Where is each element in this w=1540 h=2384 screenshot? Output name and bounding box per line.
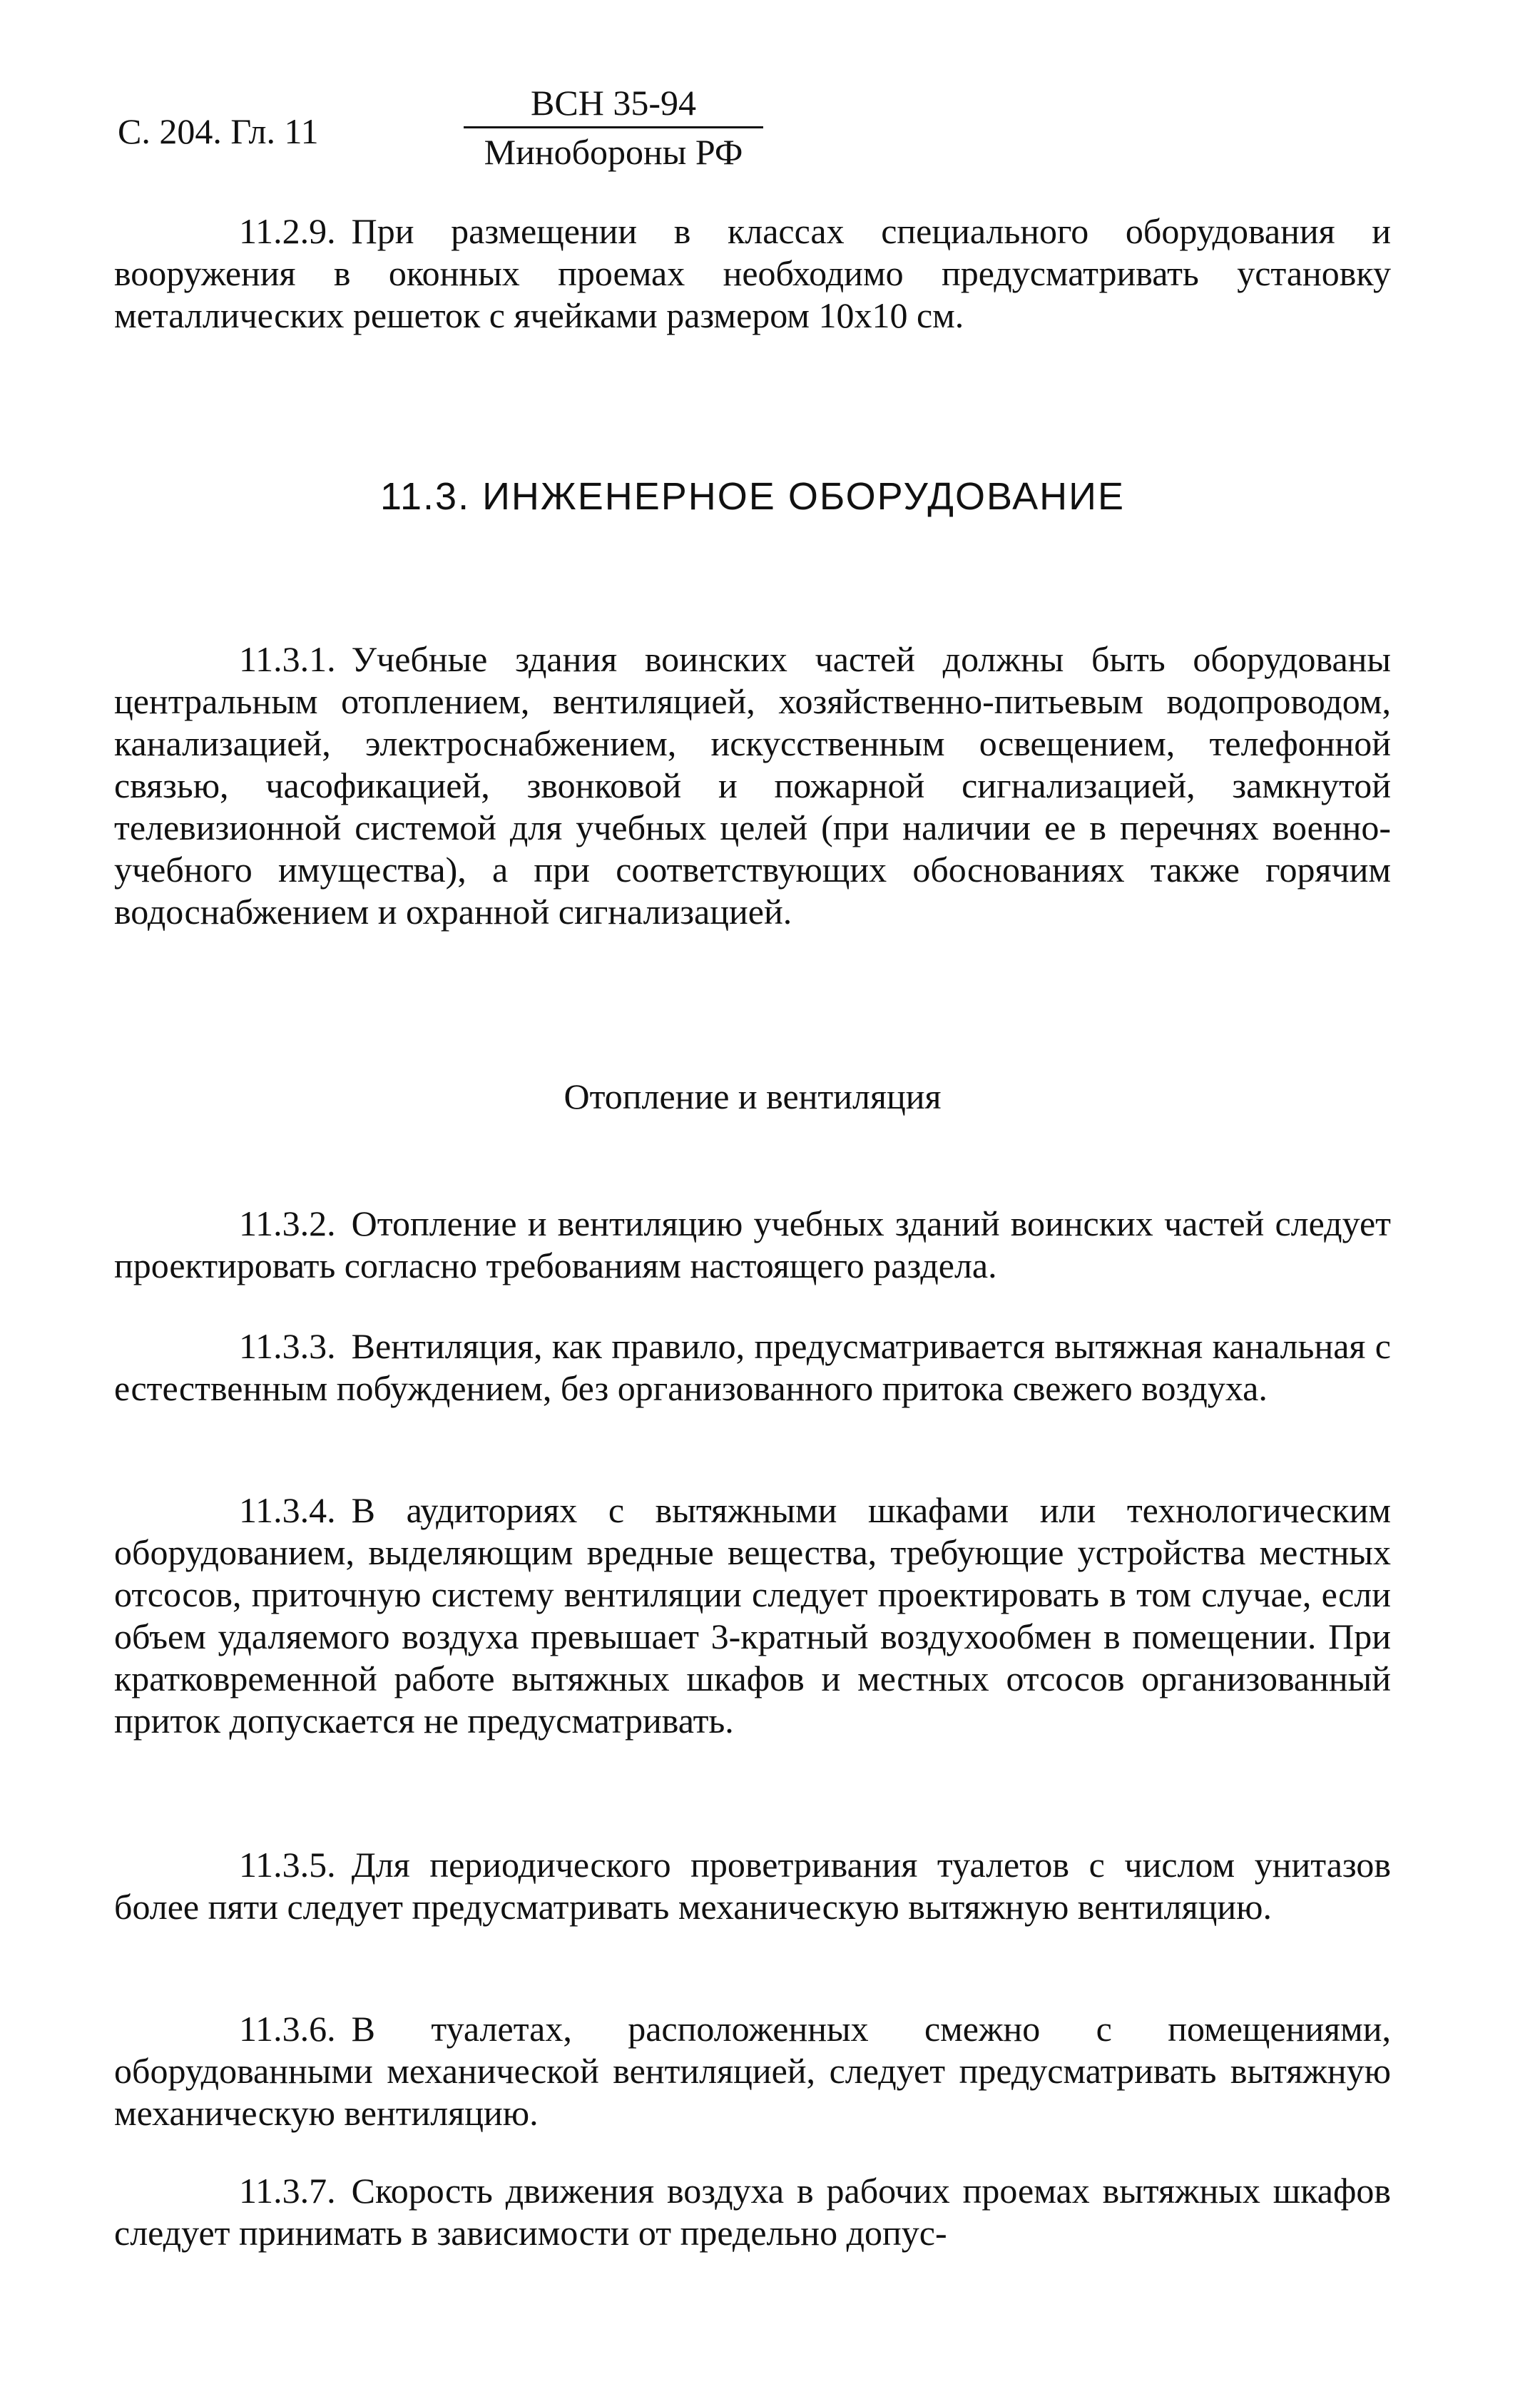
clause-text: В туалетах, расположенных смежно с помещениями, оборудованными механической вентиляцией, следует предусматривать вытяжную механическую вентиляцию. (114, 2009, 1391, 2133)
clause-11-3-6 (114, 2008, 1391, 2134)
clause-11-3-7 (114, 2170, 1391, 2254)
clause-text: При размещении в классах специального оборудования и вооружения в оконных проемах необходимо предусматривать установку металлических решеток с ячейками размером 10x10 см. (114, 211, 1391, 335)
clause-11-2-9 (114, 210, 1391, 337)
clause-text: В аудиториях с вытяжными шкафами или технологическим оборудованием, выделяющим вредные вещества, требующие устройства местных отсосов, приточную систему вентиляции следует проектировать в том случае, если объем удаляемого воздуха превышает 3-кратный воздухообмен в помещении. При кратковременной работе вытяжных шкафов и местных отсосов организованный приток допускается не предусматривать. (114, 1490, 1391, 1741)
clause-number: 11.3.6. (239, 2009, 336, 2049)
section-title: 11.3. ИНЖЕНЕРНОЕ ОБОРУДОВАНИЕ (379, 475, 1126, 518)
clause-number: 11.3.4. (239, 1490, 336, 1530)
page-header (118, 82, 743, 182)
clause-text: Отопление и вентиляцию учебных зданий воинских частей следует проектировать согласно требованиям настоящего раздела. (114, 1203, 1391, 1285)
clause-number: 11.3.7. (239, 2171, 336, 2211)
subsection-title: Отопление и вентиляция (564, 1076, 942, 1116)
clause-11-3-2 (114, 1203, 1391, 1287)
document-code: ВСН 35-94 (464, 82, 763, 128)
clause-number: 11.2.9. (239, 211, 336, 251)
clause-11-3-5 (114, 1844, 1391, 1928)
clause-number: 11.3.1. (239, 639, 336, 679)
clause-text: Учебные здания воинских частей должны быть оборудованы центральным отоплением, вентиляцией, хозяйственно-питьевым водопроводом, канализацией, электроснабжением, искусственным освещением, телефонной связью, часофикацией, звонковой и пожарной сигнализацией, замкнутой телевизионной системой для учебных целей (при наличии ее в перечнях военно-учебного имущества), а при соответствующих обоснованиях также горячим водоснабжением и охранной сигнализацией. (114, 639, 1391, 932)
clause-text: Для периодического проветривания туалетов с числом унитазов более пяти следует предусматривать механическую вытяжную вентиляцию. (114, 1845, 1391, 1927)
clause-number: 11.3.2. (239, 1203, 336, 1243)
document-designation (464, 82, 763, 173)
clause-11-3-4 (114, 1489, 1391, 1742)
clause-11-3-1 (114, 638, 1391, 933)
ministry-name: Минобороны РФ (484, 132, 743, 172)
clause-number: 11.3.3. (239, 1326, 336, 1366)
page-reference: С. 204. Гл. 11 (118, 111, 319, 151)
clause-number: 11.3.5. (239, 1845, 336, 1885)
clause-text: Вентиляция, как правило, предусматривается вытяжная канальная с естественным побуждением, без организованного притока свежего воздуха. (114, 1326, 1391, 1408)
clause-text: Скорость движения воздуха в рабочих проемах вытяжных шкафов следует принимать в зависимости от предельно допус- (114, 2171, 1391, 2253)
clause-11-3-3 (114, 1325, 1391, 1410)
